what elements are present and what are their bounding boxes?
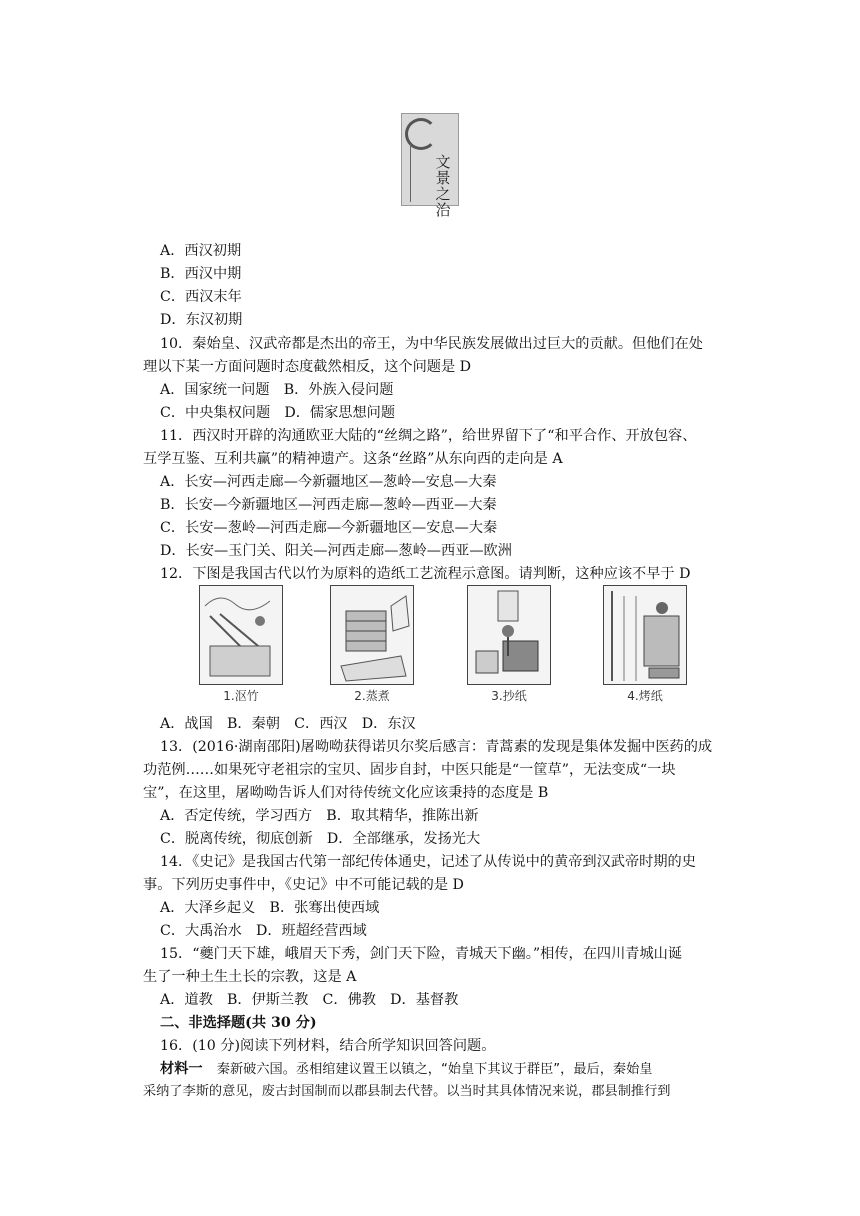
book-cover-title: 文景之治 xyxy=(435,153,451,219)
figure-caption: 2.蒸煮 xyxy=(354,689,390,703)
illustration-steam-boil xyxy=(330,585,414,685)
figure-caption: 3.抄纸 xyxy=(491,689,527,703)
question-line: 16．(10 分)阅读下列材料，结合所学知识回答问题。 xyxy=(160,1038,496,1054)
option-line: C．长安—葱岭—河西走廊—今新疆地区—安息—大秦 xyxy=(160,520,498,536)
option-line: B．西汉中期 xyxy=(160,266,242,282)
figure-caption: 4.烤纸 xyxy=(627,689,663,703)
option-line: A．大泽乡起义 B．张骞出使西域 xyxy=(160,900,380,916)
material-line: 采纳了李斯的意见，废古封国制而以郡县制去代替。以当时其具体情况来说，郡县制推行到 xyxy=(143,1084,671,1099)
illustration-make-paper xyxy=(467,585,551,685)
figure-steam-boil xyxy=(330,585,414,704)
option-line: A．西汉初期 xyxy=(160,243,242,259)
illustration-dry-paper xyxy=(603,585,687,685)
material-text: 秦新破六国。丞相绾建议置王以镇之，“始皇下其议于群臣”，最后，秦始皇 xyxy=(216,1062,653,1077)
question-line: 10．秦始皇、汉武帝都是杰出的帝王，为中华民族发展做出过巨大的贡献。但他们在处 xyxy=(160,336,703,352)
question-line: 互学互鉴、互利共赢”的精神遗产。这条“丝路”从东向西的走向是 A xyxy=(143,451,563,467)
question-line: 12．下图是我国古代以竹为原料的造纸工艺流程示意图。请判断，这种应该不早于 D xyxy=(160,566,691,582)
material-line xyxy=(160,1060,652,1079)
option-line: C．西汉末年 xyxy=(160,289,242,305)
question-line: 宝”，在这里，屠呦呦告诉人们对待传统文化应该秉持的态度是 B xyxy=(143,785,549,801)
option-line: A．长安—河西走廊—今新疆地区—葱岭—安息—大秦 xyxy=(160,474,497,490)
option-line: D．东汉初期 xyxy=(160,312,243,328)
option-line: C．脱离传统，彻底创新 D．全部继承，发扬光大 xyxy=(160,831,481,847)
question-line: 理以下某一方面问题时态度截然相反，这个问题是 D xyxy=(143,359,472,375)
question-line: 功范例……如果死守老祖宗的宝贝、固步自封，中医只能是“一筐草”，无法变成“一块 xyxy=(143,762,676,778)
section-heading: 二、非选择题(共 30 分) xyxy=(160,1015,317,1031)
question-line: 生了一种土生土长的宗教，这是 A xyxy=(143,969,357,985)
option-line: A．战国 B．秦朝 C．西汉 D．东汉 xyxy=(160,716,416,732)
book-cover-image xyxy=(401,113,459,219)
figure-caption: 1.沤竹 xyxy=(223,689,259,703)
question-line: 14．《史记》是我国古代第一部纪传体通史，记述了从传说中的黄帝到汉武帝时期的史 xyxy=(160,854,696,870)
illustration-soak-bamboo xyxy=(199,585,283,685)
option-line: A．国家统一问题 B．外族入侵问题 xyxy=(160,382,394,398)
option-line: C．大禹治水 D．班超经营西域 xyxy=(160,923,367,939)
option-line: D．长安—玉门关、阳关—河西走廊—葱岭—西亚—欧洲 xyxy=(160,543,512,559)
material-label: 材料一 xyxy=(160,1061,203,1077)
option-line: A．否定传统，学习西方 B．取其精华，推陈出新 xyxy=(160,808,479,824)
option-line: C．中央集权问题 D．儒家思想问题 xyxy=(160,405,396,421)
figure-make-paper xyxy=(467,585,551,704)
option-line: A．道教 B．伊斯兰教 C．佛教 D．基督教 xyxy=(160,992,459,1008)
figure-dry-paper xyxy=(603,585,687,704)
question-line: 事。下列历史事件中，《史记》中不可能记载的是 D xyxy=(143,877,464,893)
question-line: 13．(2016·湖南邵阳)屠呦呦获得诺贝尔奖后感言：青蒿素的发现是集体发掘中医药的成 xyxy=(160,739,713,755)
figure-soak-bamboo xyxy=(199,585,283,704)
question-line: 11．西汉时开辟的沟通欧亚大陆的“丝绸之路”，给世界留下了“和平合作、开放包容、 xyxy=(160,428,697,444)
option-line: B．长安—今新疆地区—河西走廊—葱岭—西亚—大秦 xyxy=(160,497,497,513)
question-line: 15．“夔门天下雄，峨眉天下秀，剑门天下险，青城天下幽。”相传，在四川青城山诞 xyxy=(160,946,683,962)
